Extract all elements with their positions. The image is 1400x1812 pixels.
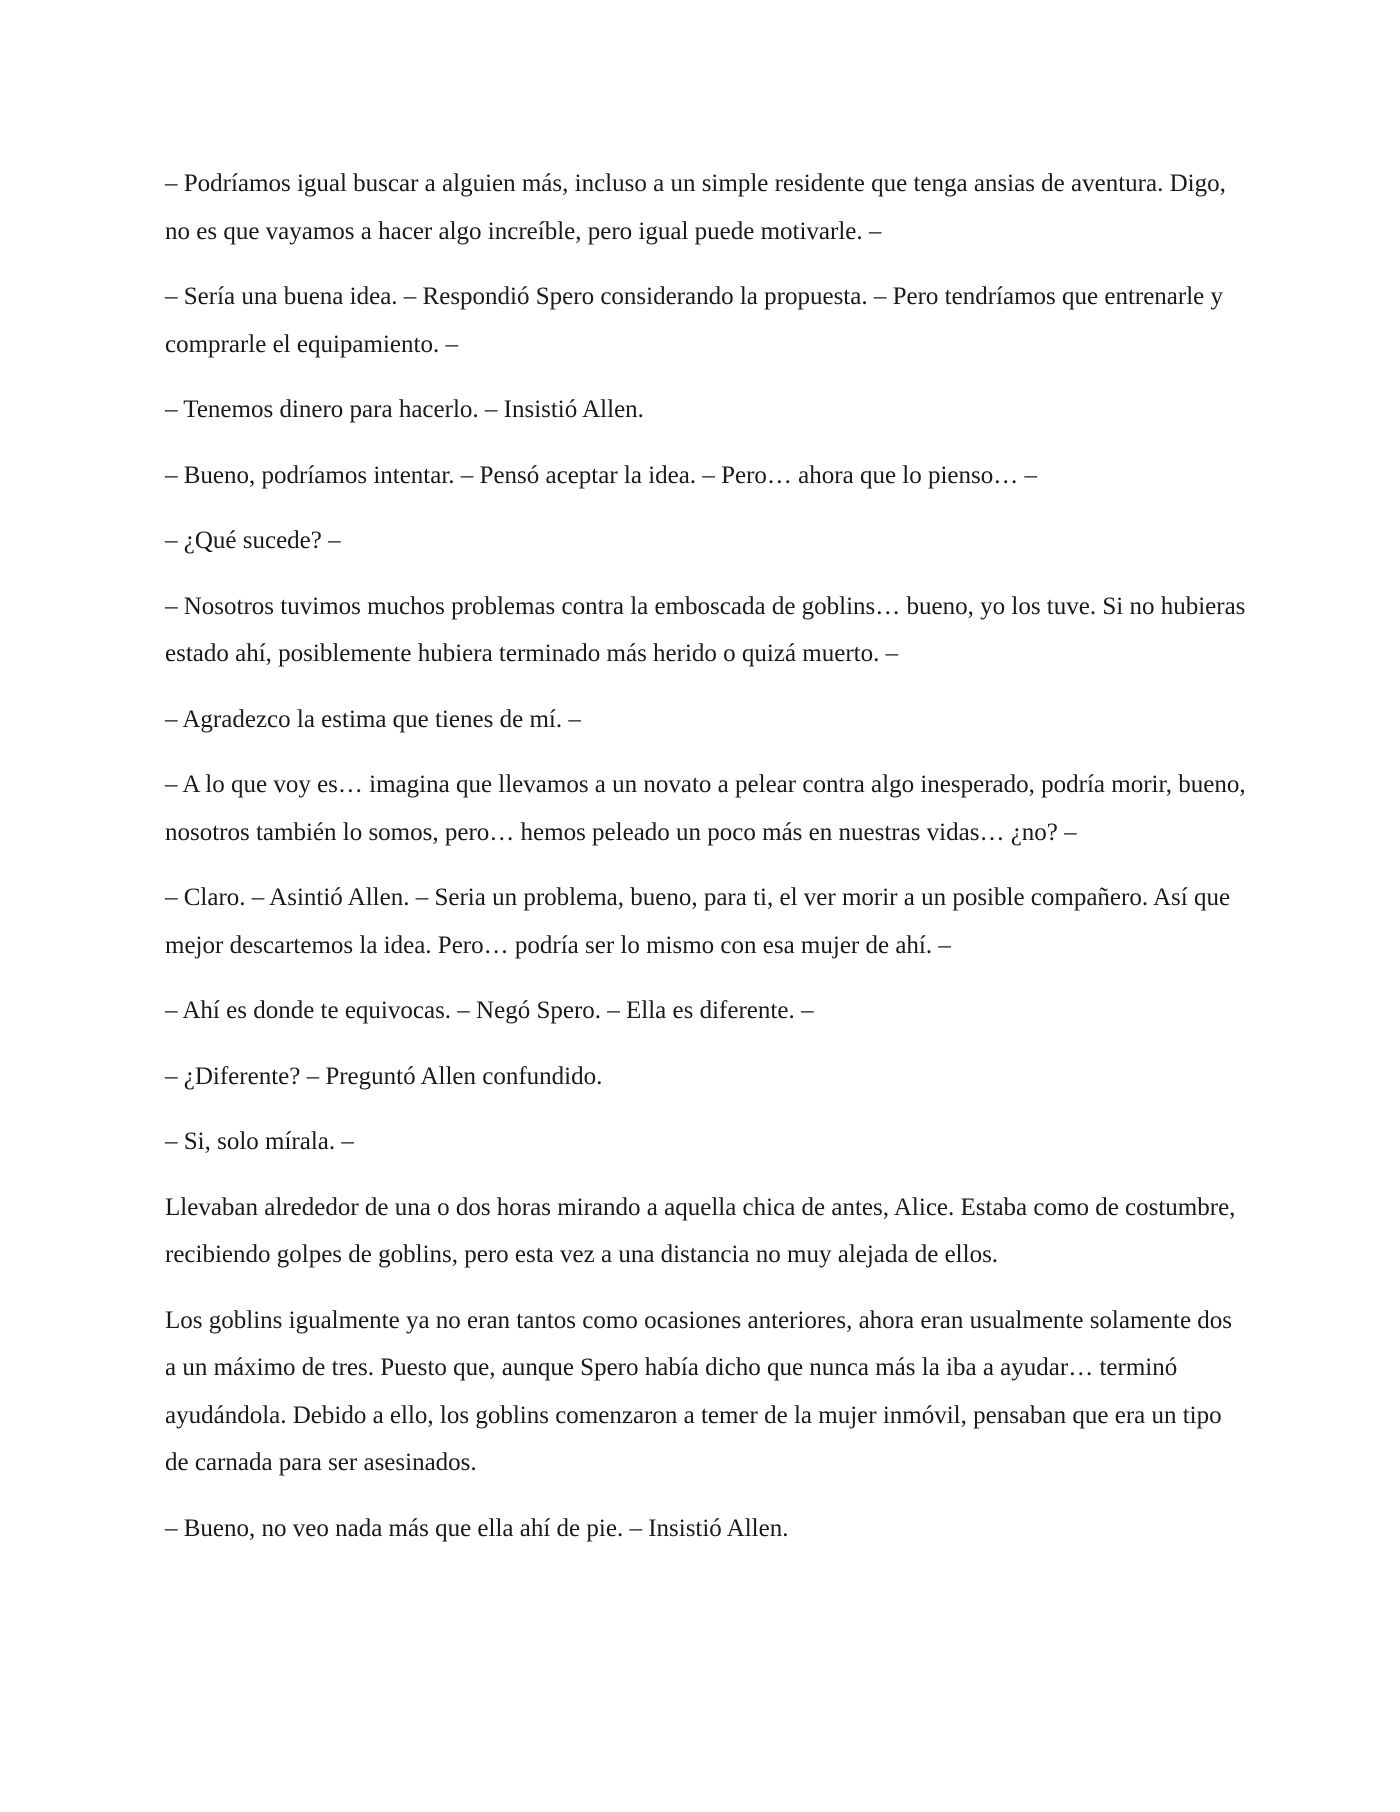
paragraph-11: – ¿Diferente? – Preguntó Allen confundido. xyxy=(165,1062,603,1090)
paragraph-12: – Si, solo mírala. – xyxy=(165,1128,354,1155)
paragraph-13: Llevaban alrededor de una o dos horas mirando a aquella chica de antes, Alice. Estaba como de costumbre, recibiendo golpes de goblins, pero esta vez a una distancia no muy alejada de ellos. xyxy=(165,1193,1236,1268)
paragraph-14: Los goblins igualmente ya no eran tantos como ocasiones anteriores, ahora eran usualmente solamente dos a un máximo de tres. Puesto que, aunque Spero había dicho que nunca más la iba a ayudar… terminó ayudándola. Debido a ello, los goblins comenzaron a temer de la mujer inmóvil, pensaban que era un tipo de carnada para ser asesinados. xyxy=(165,1306,1233,1476)
paragraph-10: – Ahí es donde te equivocas. – Negó Spero. – Ella es diferente. – xyxy=(165,997,814,1024)
paragraph-6: – Nosotros tuvimos muchos problemas contra la emboscada de goblins… bueno, yo los tuve. Si no hubieras estado ahí, posiblemente hubiera terminado más herido o quizá muerto. – xyxy=(165,592,1246,667)
paragraph-5: – ¿Qué sucede? – xyxy=(165,527,341,554)
paragraph-7: – Agradezco la estima que tienes de mí. – xyxy=(165,705,581,733)
document-body xyxy=(165,160,1247,1570)
paragraph-9: – Claro. – Asintió Allen. – Seria un problema, bueno, para ti, el ver morir a un posible compañero. Así que mejor descartemos la idea. Pero… podría ser lo mismo con esa mujer de ahí. – xyxy=(165,884,1231,959)
paragraph-3: – Tenemos dinero para hacerlo. – Insistió Allen. xyxy=(165,396,644,423)
paragraph-4: – Bueno, podríamos intentar. – Pensó aceptar la idea. – Pero… ahora que lo pienso… – xyxy=(165,461,1038,489)
paragraph-15: – Bueno, no veo nada más que ella ahí de pie. – Insistió Allen. xyxy=(165,1514,789,1542)
paragraph-2: – Sería una buena idea. – Respondió Spero considerando la propuesta. – Pero tendríamos que entrenarle y comprarle el equipamiento. – xyxy=(165,283,1224,358)
paragraph-1: – Podríamos igual buscar a alguien más, incluso a un simple residente que tenga ansias de aventura. Digo, no es que vayamos a hacer algo increíble, pero igual puede motivarle. – xyxy=(165,170,1226,245)
paragraph-8: – A lo que voy es… imagina que llevamos a un novato a pelear contra algo inesperado, podría morir, bueno, nosotros también lo somos, pero… hemos peleado un poco más en nuestras vidas… ¿no? – xyxy=(165,771,1246,846)
